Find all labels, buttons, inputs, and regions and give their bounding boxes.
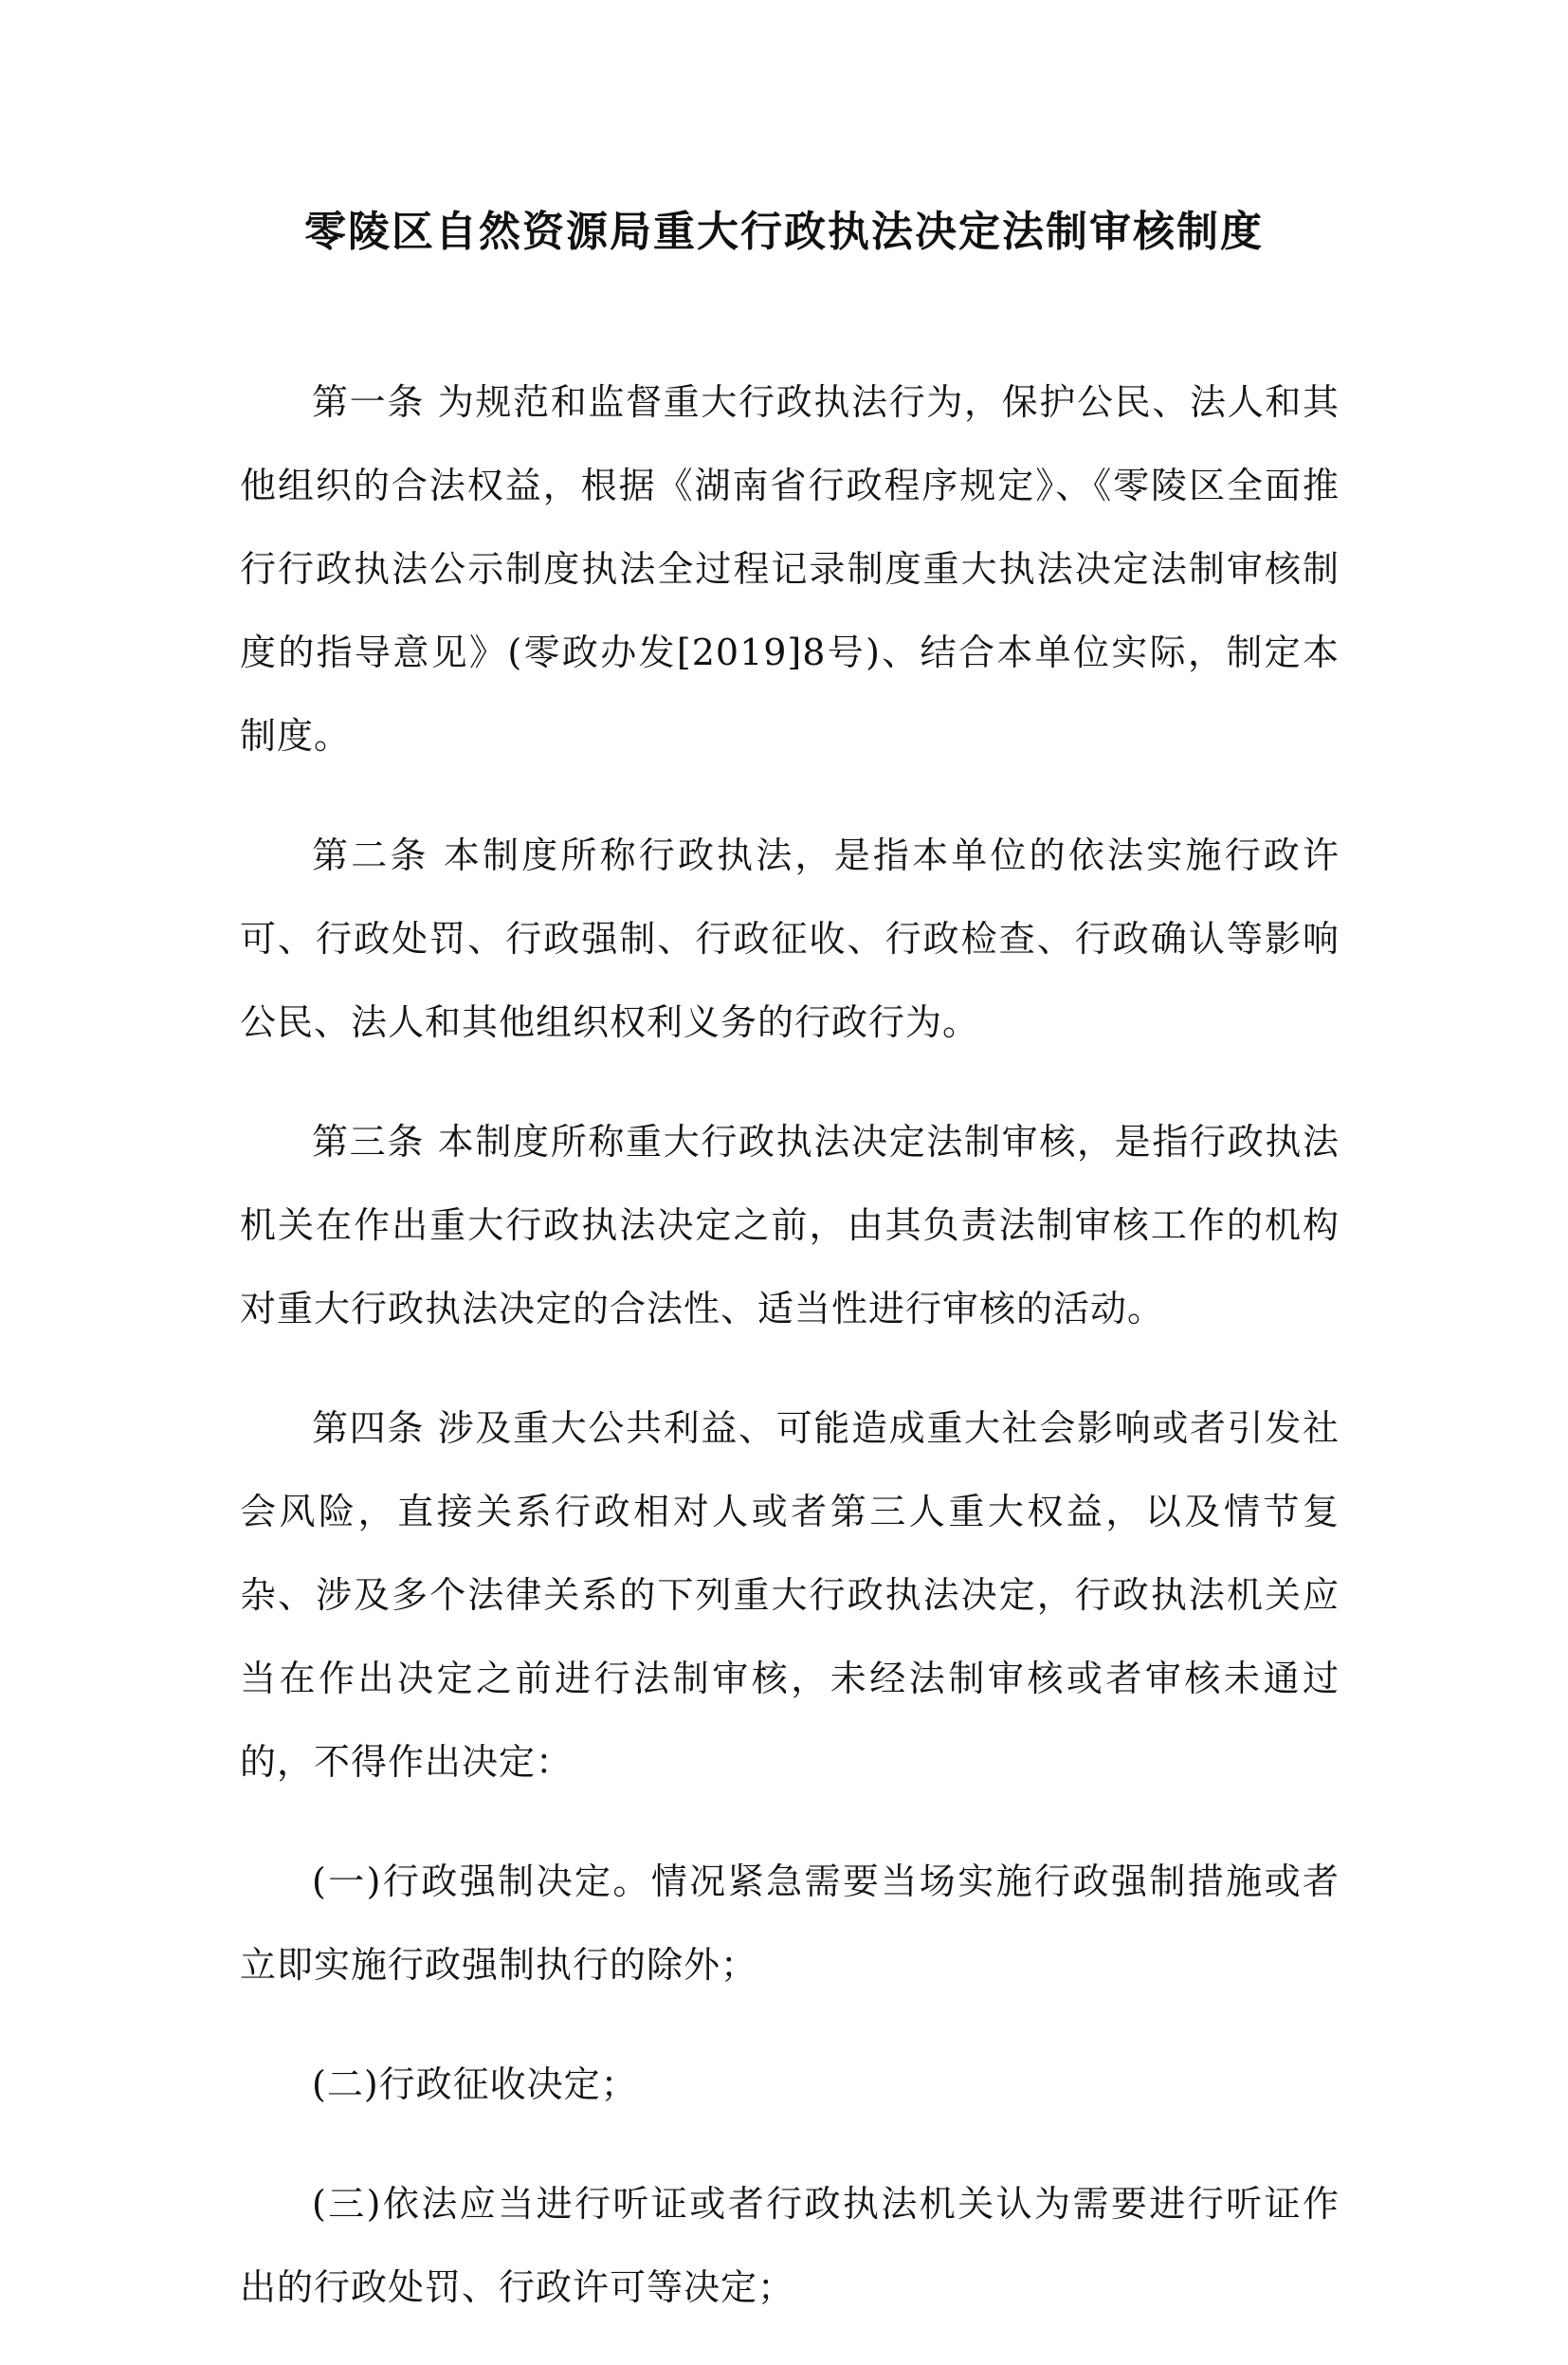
article-2: 第二条 本制度所称行政执法，是指本单位的依法实施行政许可、行政处罚、行政强制、行政征收、行政检查、行政确认等影响公民、法人和其他组织权利义务的行政行为。 — [240, 834, 1340, 1043]
article-4: 第四条 涉及重大公共利益、可能造成重大社会影响或者引发社会风险，直接关系行政相对人或者第三人重大权益，以及情节复杂、涉及多个法律关系的下列重大行政执法决定，行政执法机关应当在作出决定之前进行法制审核，未经法制审核或者审核未通过的，不得作出决定： — [240, 1407, 1340, 1783]
document-title: 零陵区自然资源局重大行政执法决定法制审核制度 — [304, 208, 1264, 256]
article-3: 第三条 本制度所称重大行政执法决定法制审核，是指行政执法机关在作出重大行政执法决定之前，由其负责法制审核工作的机构对重大行政执法决定的合法性、适当性进行审核的活动。 — [240, 1121, 1340, 1329]
document-body — [240, 360, 1340, 2365]
article-1: 第一条 为规范和监督重大行政执法行为，保护公民、法人和其他组织的合法权益，根据《湖南省行政程序规定》、《零陵区全面推行行政执法公示制度执法全过程记录制度重大执法决定法制审核制度的指导意见》(零政办发[2019]8号)、结合本单位实际，制定本制度。 — [240, 381, 1340, 757]
article-4-item-3: (三)依法应当进行听证或者行政执法机关认为需要进行听证作出的行政处罚、行政许可等决定； — [240, 2183, 1340, 2308]
article-4-item-2: (二)行政征收决定； — [312, 2063, 638, 2105]
article-4-item-1: (一)行政强制决定。情况紧急需要当场实施行政强制措施或者立即实施行政强制执行的除外； — [240, 1861, 1340, 1986]
